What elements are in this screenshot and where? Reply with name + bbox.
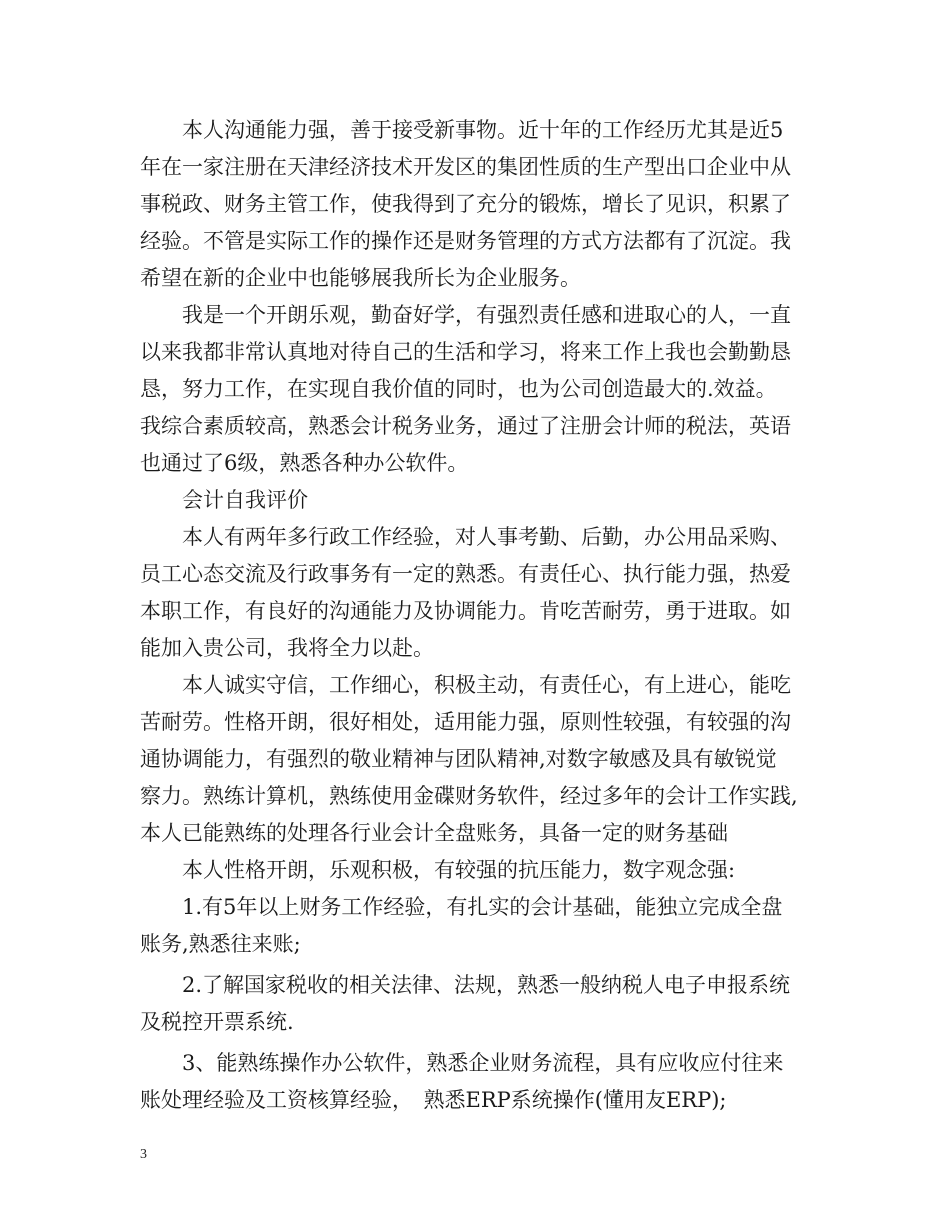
list-item — [140, 1045, 840, 1119]
text-line: 苦耐劳。性格开朗，很好相处，适用能力强，原则性较强，有较强的沟 — [140, 710, 791, 734]
paragraph-2 — [140, 297, 840, 482]
section-heading — [140, 482, 840, 519]
text-line: 3、能熟练操作办公软件，熟悉企业财务流程，具有应收应付往来 — [182, 1051, 784, 1075]
text-line: 也通过了6级，熟悉各种办公软件。 — [140, 451, 469, 475]
text-line: 察力。熟练计算机，熟练使用金碟财务软件，经过多年的会计工作实践, — [140, 784, 798, 808]
text-line: 年在一家注册在天津经济技术开发区的集团性质的生产型出口企业中从 — [140, 155, 791, 179]
paragraph-5 — [140, 852, 840, 889]
text-line: 能加入贵公司，我将全力以赴。 — [140, 636, 434, 660]
list-item — [140, 967, 840, 1041]
text-line: 本人沟通能力强，善于接受新事物。近十年的工作经历尤其是近5 — [182, 118, 784, 142]
section-heading-text: 会计自我评价 — [182, 488, 308, 512]
text-line: 本人诚实守信，工作细心，积极主动，有责任心，有上进心，能吃 — [182, 673, 791, 697]
text-line: 账处理经验及工资核算经验， 熟悉ERP系统操作(懂用友ERP); — [140, 1088, 727, 1112]
text-line: 本人有两年多行政工作经验，对人事考勤、后勤，办公用品采购、 — [182, 525, 791, 549]
text-line: 本人性格开朗，乐观积极，有较强的抗压能力，数字观念强: — [182, 858, 736, 882]
text-line: 通协调能力，有强烈的敬业精神与团队精神,对数字敏感及具有敏锐觉 — [140, 747, 777, 771]
text-line: 以来我都非常认真地对待自己的生活和学习，将来工作上我也会勤勤恳 — [140, 340, 791, 364]
text-line: 我是一个开朗乐观，勤奋好学，有强烈责任感和进取心的人，一直 — [182, 303, 791, 327]
paragraph-1 — [140, 112, 840, 297]
text-line: 1.有5年以上财务工作经验，有扎实的会计基础，能独立完成全盘 — [182, 895, 783, 919]
text-line: 希望在新的企业中也能够展我所长为企业服务。 — [140, 266, 581, 290]
text-line: 本人已能熟练的处理各行业会计全盘账务，具备一定的财务基础 — [140, 821, 728, 845]
text-line: 及税控开票系统. — [140, 1010, 294, 1034]
text-line: 本职工作，有良好的沟通能力及协调能力。肯吃苦耐劳，勇于进取。如 — [140, 599, 791, 623]
text-line: 恳，努力工作，在实现自我价值的同时，也为公司创造最大的.效益。 — [140, 377, 777, 401]
text-line: 员工心态交流及行政事务有一定的熟悉。有责任心、执行能力强，热爱 — [140, 562, 791, 586]
text-line: 账务,熟悉往来账; — [140, 932, 301, 956]
text-line: 经验。不管是实际工作的操作还是财务管理的方式方法都有了沉淀。我 — [140, 229, 791, 253]
document-body — [140, 112, 840, 1119]
list-item — [140, 889, 840, 963]
paragraph-3 — [140, 519, 840, 667]
page-number: 3 — [140, 1147, 147, 1162]
paragraph-4 — [140, 667, 840, 852]
text-line: 事税政、财务主管工作，使我得到了充分的锻炼，增长了见识，积累了 — [140, 192, 791, 216]
text-line: 2.了解国家税收的相关法律、法规，熟悉一般纳税人电子申报系统 — [182, 973, 791, 997]
text-line: 我综合素质较高，熟悉会计税务业务，通过了注册会计师的税法，英语 — [140, 414, 791, 438]
